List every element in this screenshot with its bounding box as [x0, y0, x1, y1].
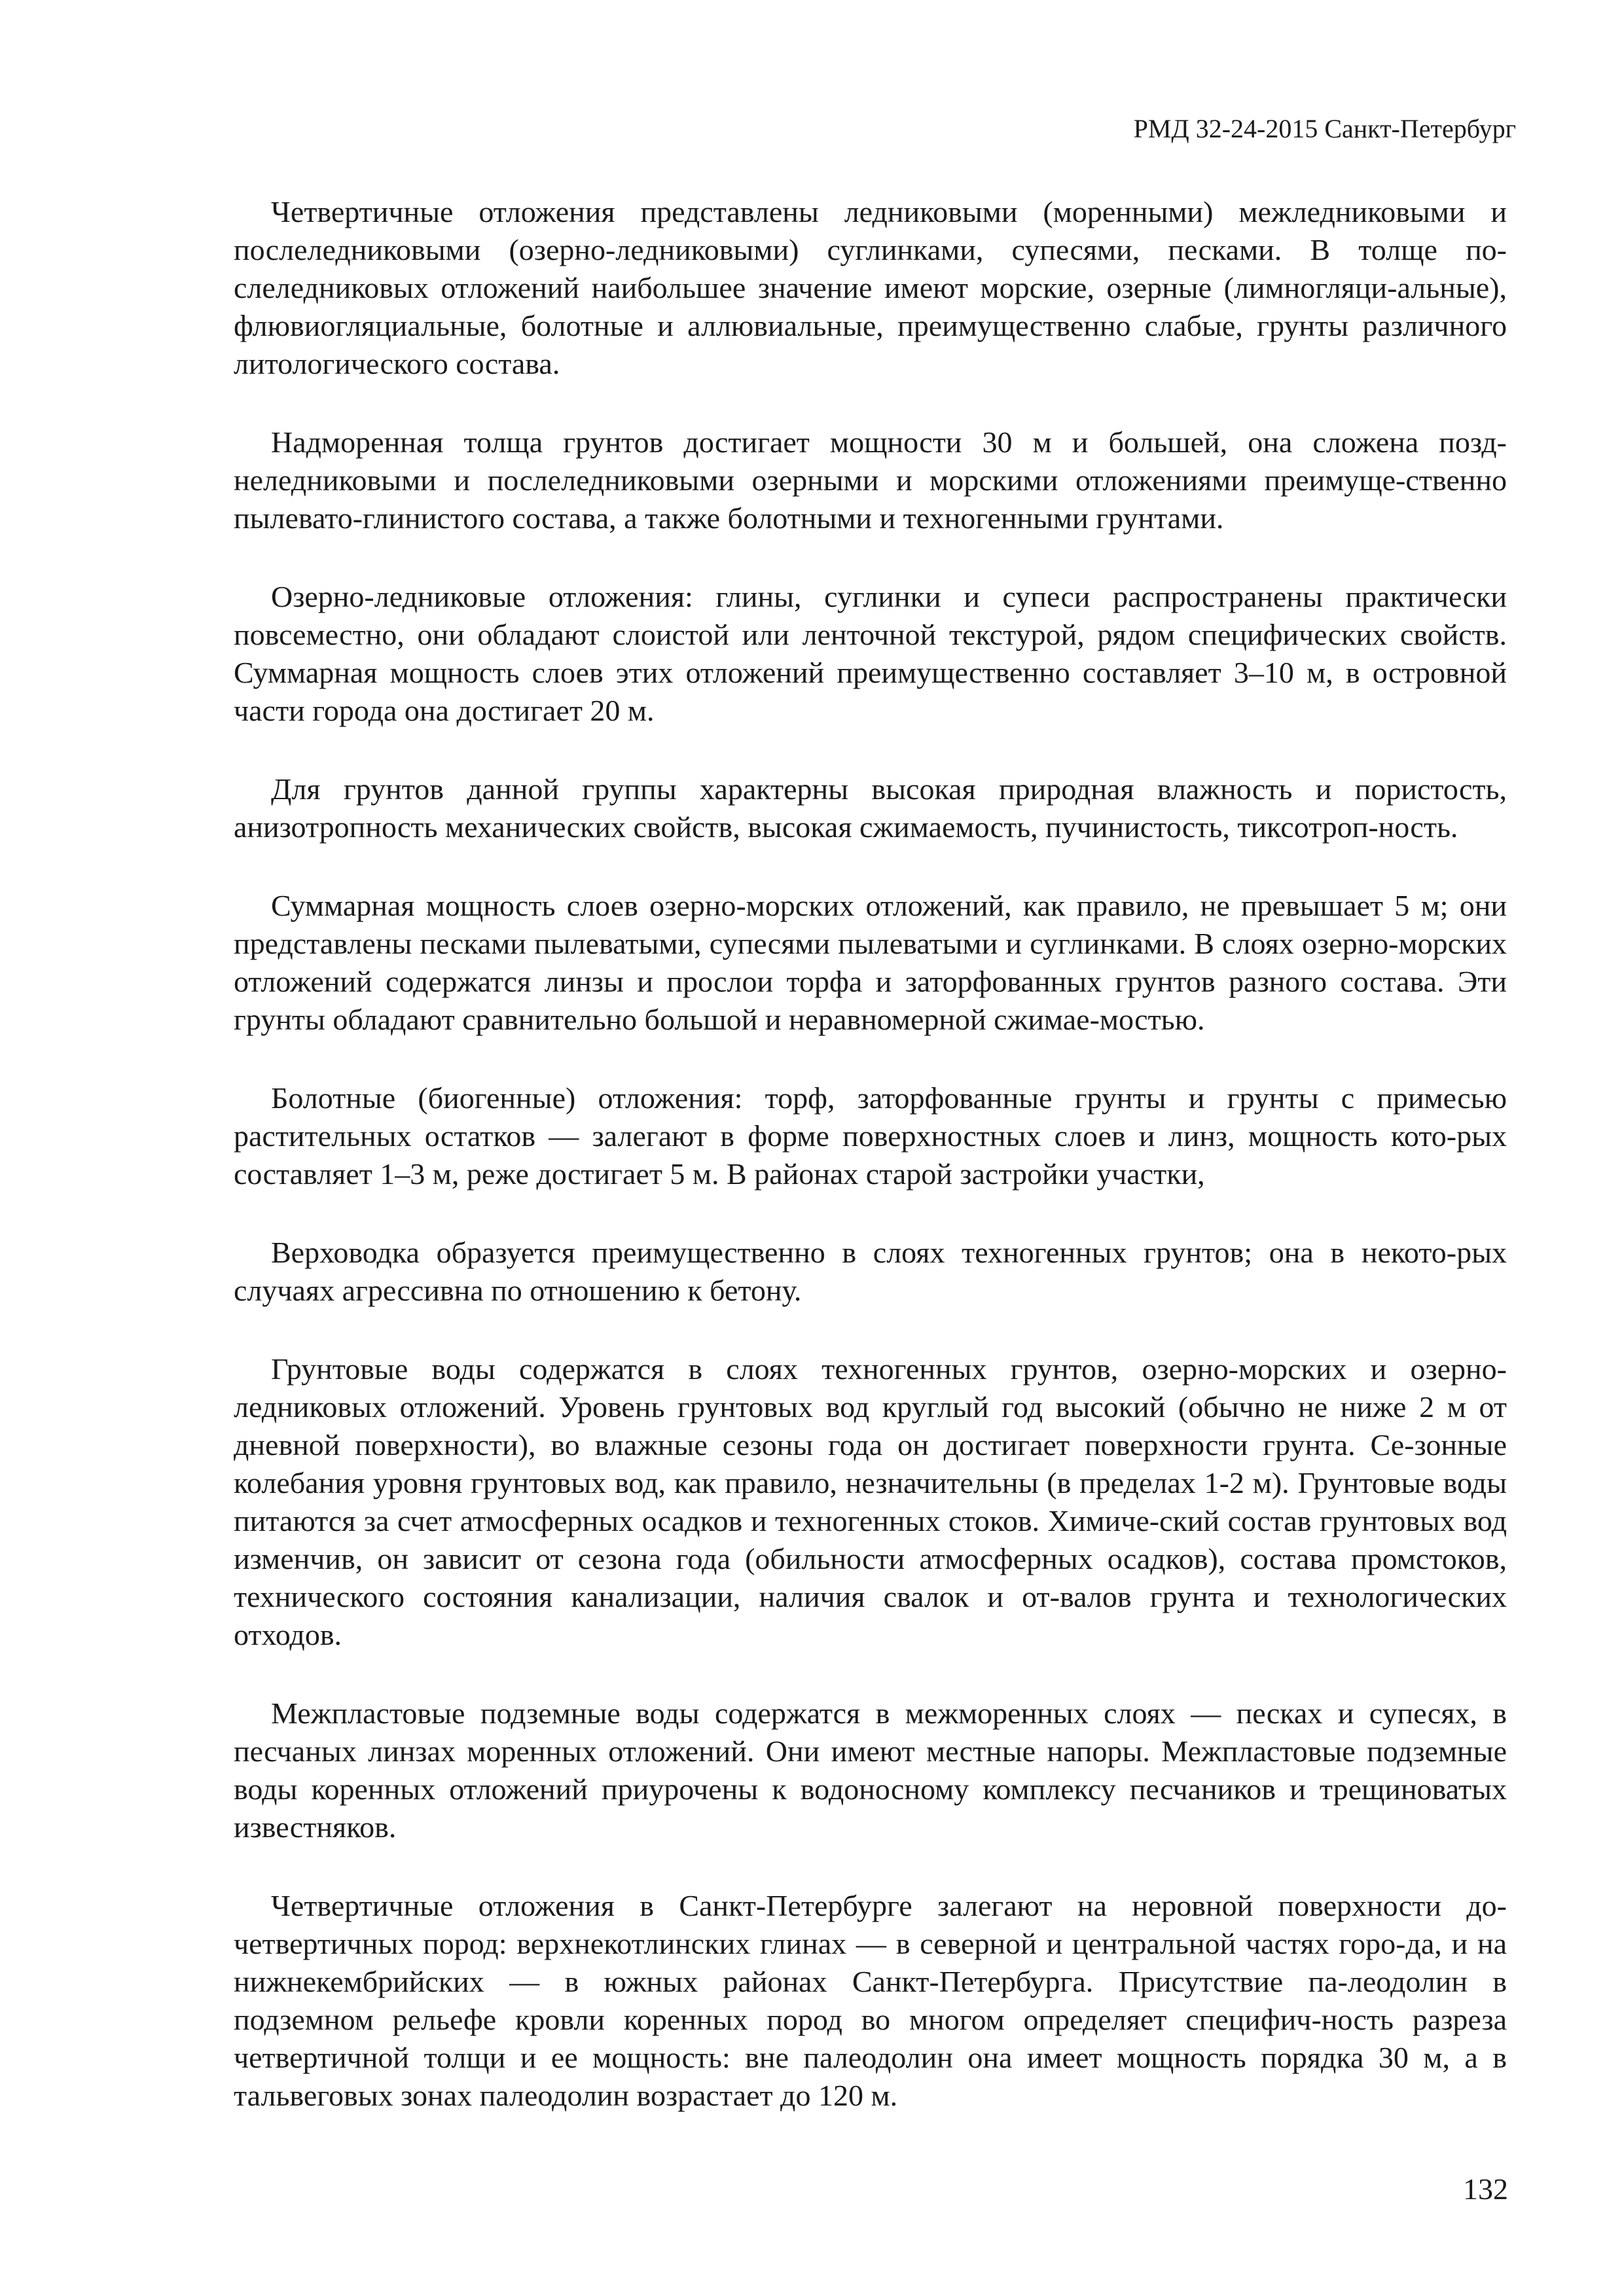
paragraph: Верховодка образуется преимущественно в слоях техногенных грунтов; она в некото-рых случаях агрессивна по отношению к бетону. — [234, 1236, 1507, 1307]
paragraph: Четвертичные отложения в Санкт-Петербурге залегают на неровной поверхности до-четвертичных пород: верхнекотлинских глинах — в северной и центральной частях горо-да, и на нижнекембрийских — в южных районах Санкт-Петербурга. Присутствие па-леодолин в подземном рельефе кровли коренных пород во многом определяет специфич-ность разреза четвертичной толщи и ее мощность: вне палеодолин она имеет мощность порядка 30 м, а в тальвеговых зонах палеодолин возрастает до 120 м. — [234, 1889, 1507, 2112]
running-header: РМД 32-24-2015 Санкт-Петербург — [1133, 114, 1516, 143]
page-number: 132 — [1463, 2172, 1508, 2206]
paragraph: Надморенная толща грунтов достигает мощности 30 м и большей, она сложена позд-неледниковыми и послеледниковыми озерными и морскими отложениями преимуще-ственно пылевато-глинистого состава, а также болотными и техногенными грунтами. — [234, 425, 1507, 535]
paragraph: Четвертичные отложения представлены ледниковыми (моренными) межледниковыми и послеледниковыми (озерно-ледниковыми) суглинками, супесями, песками. В толще по-слеледниковых отложений наибольшее значение имеют морские, озерные (лимногляци-альные), флювиогляциальные, болотные и аллювиальные, преимущественно слабые, грунты различного литологического состава. — [234, 195, 1507, 380]
paragraph: Озерно-ледниковые отложения: глины, суглинки и супеси распространены практически повсеместно, они обладают слоистой или ленточной текстурой, рядом специфических свойств. Суммарная мощность слоев этих отложений преимущественно составляет 3–10 м, в островной части города она достигает 20 м. — [234, 580, 1507, 727]
paragraph: Для грунтов данной группы характерны высокая природная влажность и пористость, анизотропность механических свойств, высокая сжимаемость, пучинистость, тиксотроп-ность. — [234, 772, 1507, 844]
page-body — [234, 193, 1507, 2155]
paragraph: Болотные (биогенные) отложения: торф, заторфованные грунты и грунты с примесью растительных остатков — залегают в форме поверхностных слоев и линз, мощность кото-рых составляет 1–3 м, реже достигает 5 м. В районах старой застройки участки, — [234, 1081, 1507, 1191]
paragraph: Межпластовые подземные воды содержатся в межморенных слоях — песках и супесях, в песчаных линзах моренных отложений. Они имеют местные напоры. Межпластовые подземные воды коренных отложений приурочены к водоносному комплексу песчаников и трещиноватых известняков. — [234, 1696, 1507, 1844]
paragraph: Грунтовые воды содержатся в слоях техногенных грунтов, озерно-морских и озерно-ледниковых отложений. Уровень грунтовых вод круглый год высокий (обычно не ниже 2 м от дневной поверхности), во влажные сезоны года он достигает поверхности грунта. Се-зонные колебания уровня грунтовых вод, как правило, незначительны (в пределах 1-2 м). Грунтовые воды питаются за счет атмосферных осадков и техногенных стоков. Химиче-ский состав грунтовых вод изменчив, он зависит от сезона года (обильности атмосферных осадков), состава промстоков, технического состояния канализации, наличия свалок и от-валов грунта и технологических отходов. — [234, 1352, 1507, 1651]
paragraph: Суммарная мощность слоев озерно-морских отложений, как правило, не превышает 5 м; они представлены песками пылеватыми, супесями пылеватыми и суглинками. В слоях озерно-морских отложений содержатся линзы и прослои торфа и заторфованных грунтов разного состава. Эти грунты обладают сравнительно большой и неравномерной сжимае-мостью. — [234, 889, 1507, 1036]
